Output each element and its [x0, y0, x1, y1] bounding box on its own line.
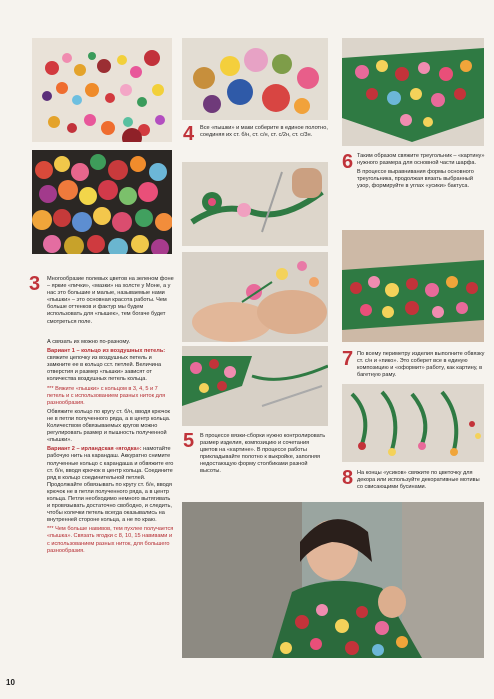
- step-8-text: На концы «усиков» свяжите по цветочку для декора или используйте декоративные мотивы со свисающими бусинами.: [357, 470, 480, 491]
- variant-1-stars: *** Вяжите «пышки» с кольцом в 3, 4, 5 и 7 петель и с использованием разных ниток для разнообразия.: [47, 385, 166, 406]
- step-7-number: 7: [342, 348, 354, 370]
- page-number: 10: [6, 678, 15, 687]
- photo-model-wearing-scarf: [182, 502, 484, 658]
- photo-crochet-flowers-loose: [32, 38, 172, 142]
- column-1-body: [47, 339, 174, 557]
- step-5-number: 5: [183, 430, 195, 452]
- photo-step-8-tendrils: [342, 384, 484, 462]
- variant-2-stars: *** Чем больше навивов, тем пухлее получается «пышка». Связать ягодки с 8, 10, 15 навивами и с использованием разных ниток, для большего разнообразия.: [47, 526, 174, 554]
- variant-2-text: намотайте рабочую нить на карандаш. Аккуратно снимите полученные кольцо с карандаша и обвяжите его ст. б/н, вводя крючок в центр кольца. Соедините ряд в кольцо соединительной петлей. Продолжайте обвязывать по кругу ст. б/н, вводя крючок не в петли полученного ряда, а в центр кольца. Петли необходимо немного вытягивать и провязывать достаточно свободно, и следить, чтобы колечки петель всегда оказывались на внутренней стороне кольца, а не по краю.: [47, 446, 174, 524]
- photo-flower-pile: [32, 150, 172, 254]
- step-3-number: 3: [29, 273, 41, 295]
- step-3-note: А связать их можно по-разному.: [47, 339, 131, 345]
- step-8-number: 8: [342, 467, 354, 489]
- step-5-text: В процессе вязки-сборки нужно контролировать размер изделия, композицию и сочетания цветов на «картине». В процессе работы прикладывайте полотно к выкройке, заполняя недостающую форму столбиками разной высоты.: [200, 433, 326, 475]
- photo-step-7-border: [342, 230, 484, 342]
- step-7-text: По всему периметру изделия выполните обвязку ст. с/н и «пико». Это соберет все в единую композицию и «оформит» работу, как картину, в багетную раму.: [357, 351, 485, 379]
- step-6-number: 6: [342, 151, 354, 173]
- variant-2: [47, 446, 174, 524]
- photo-step-4-flowers: [182, 38, 328, 120]
- step-3-text-block: [47, 276, 174, 328]
- variant-1-text: свяжите цепочку из воздушных петель и замкните ее в кольцо сст. петлей. Величина отверстия и размер «пышки» зависят от количества воздушных петель кольца.: [47, 355, 162, 383]
- step-3-text: Многообразие полевых цветов на зеленом фоне – яркие «пички», «мазки» на холсте у Моне, а у нас это большие и малые, называемые нами «пышки» – это основная красота работы. Чем больше оттенков и фактур мы будем использовать для «пышек», тем богаче будет смотреться поле.: [47, 276, 174, 325]
- step-6-text-2: В процессе выравнивания формы основного треугольника, продолжая вязать выбранный узор, формируйте в углах «усики» бактуса.: [357, 169, 474, 190]
- variant-1-title: Вариант 1 – кольцо из воздушных петель:: [47, 348, 166, 355]
- step-6-text-block: [357, 153, 487, 192]
- photo-hands-crochet: [182, 252, 328, 342]
- variant-1-text-2: Обвяжите кольцо по кругу ст. б/н, вводя крючок не в петли полученного ряда, а в центр кольца. Количеством обвязываемых кругов можно регулировать размер и пышность полученной «пышки».: [47, 408, 171, 444]
- step-6-text: Таким образом свяжите треугольник – «картину» нужного размера для основной части шарфа.: [357, 153, 485, 167]
- photo-step-5-net: [182, 346, 328, 426]
- variant-1: [47, 348, 174, 383]
- step-4-text: Все «пышки» и маки соберите в единое полотно, соединяя их ст. б/н, ст. с/н, ст. с/2н, ст. с/3н.: [200, 125, 328, 139]
- photo-step-6-triangle: [342, 38, 484, 146]
- variant-2-title: Вариант 2 – ирландская «ягодка»:: [47, 446, 142, 453]
- step-4-number: 4: [183, 123, 195, 145]
- photo-joining-crochet: [182, 162, 328, 246]
